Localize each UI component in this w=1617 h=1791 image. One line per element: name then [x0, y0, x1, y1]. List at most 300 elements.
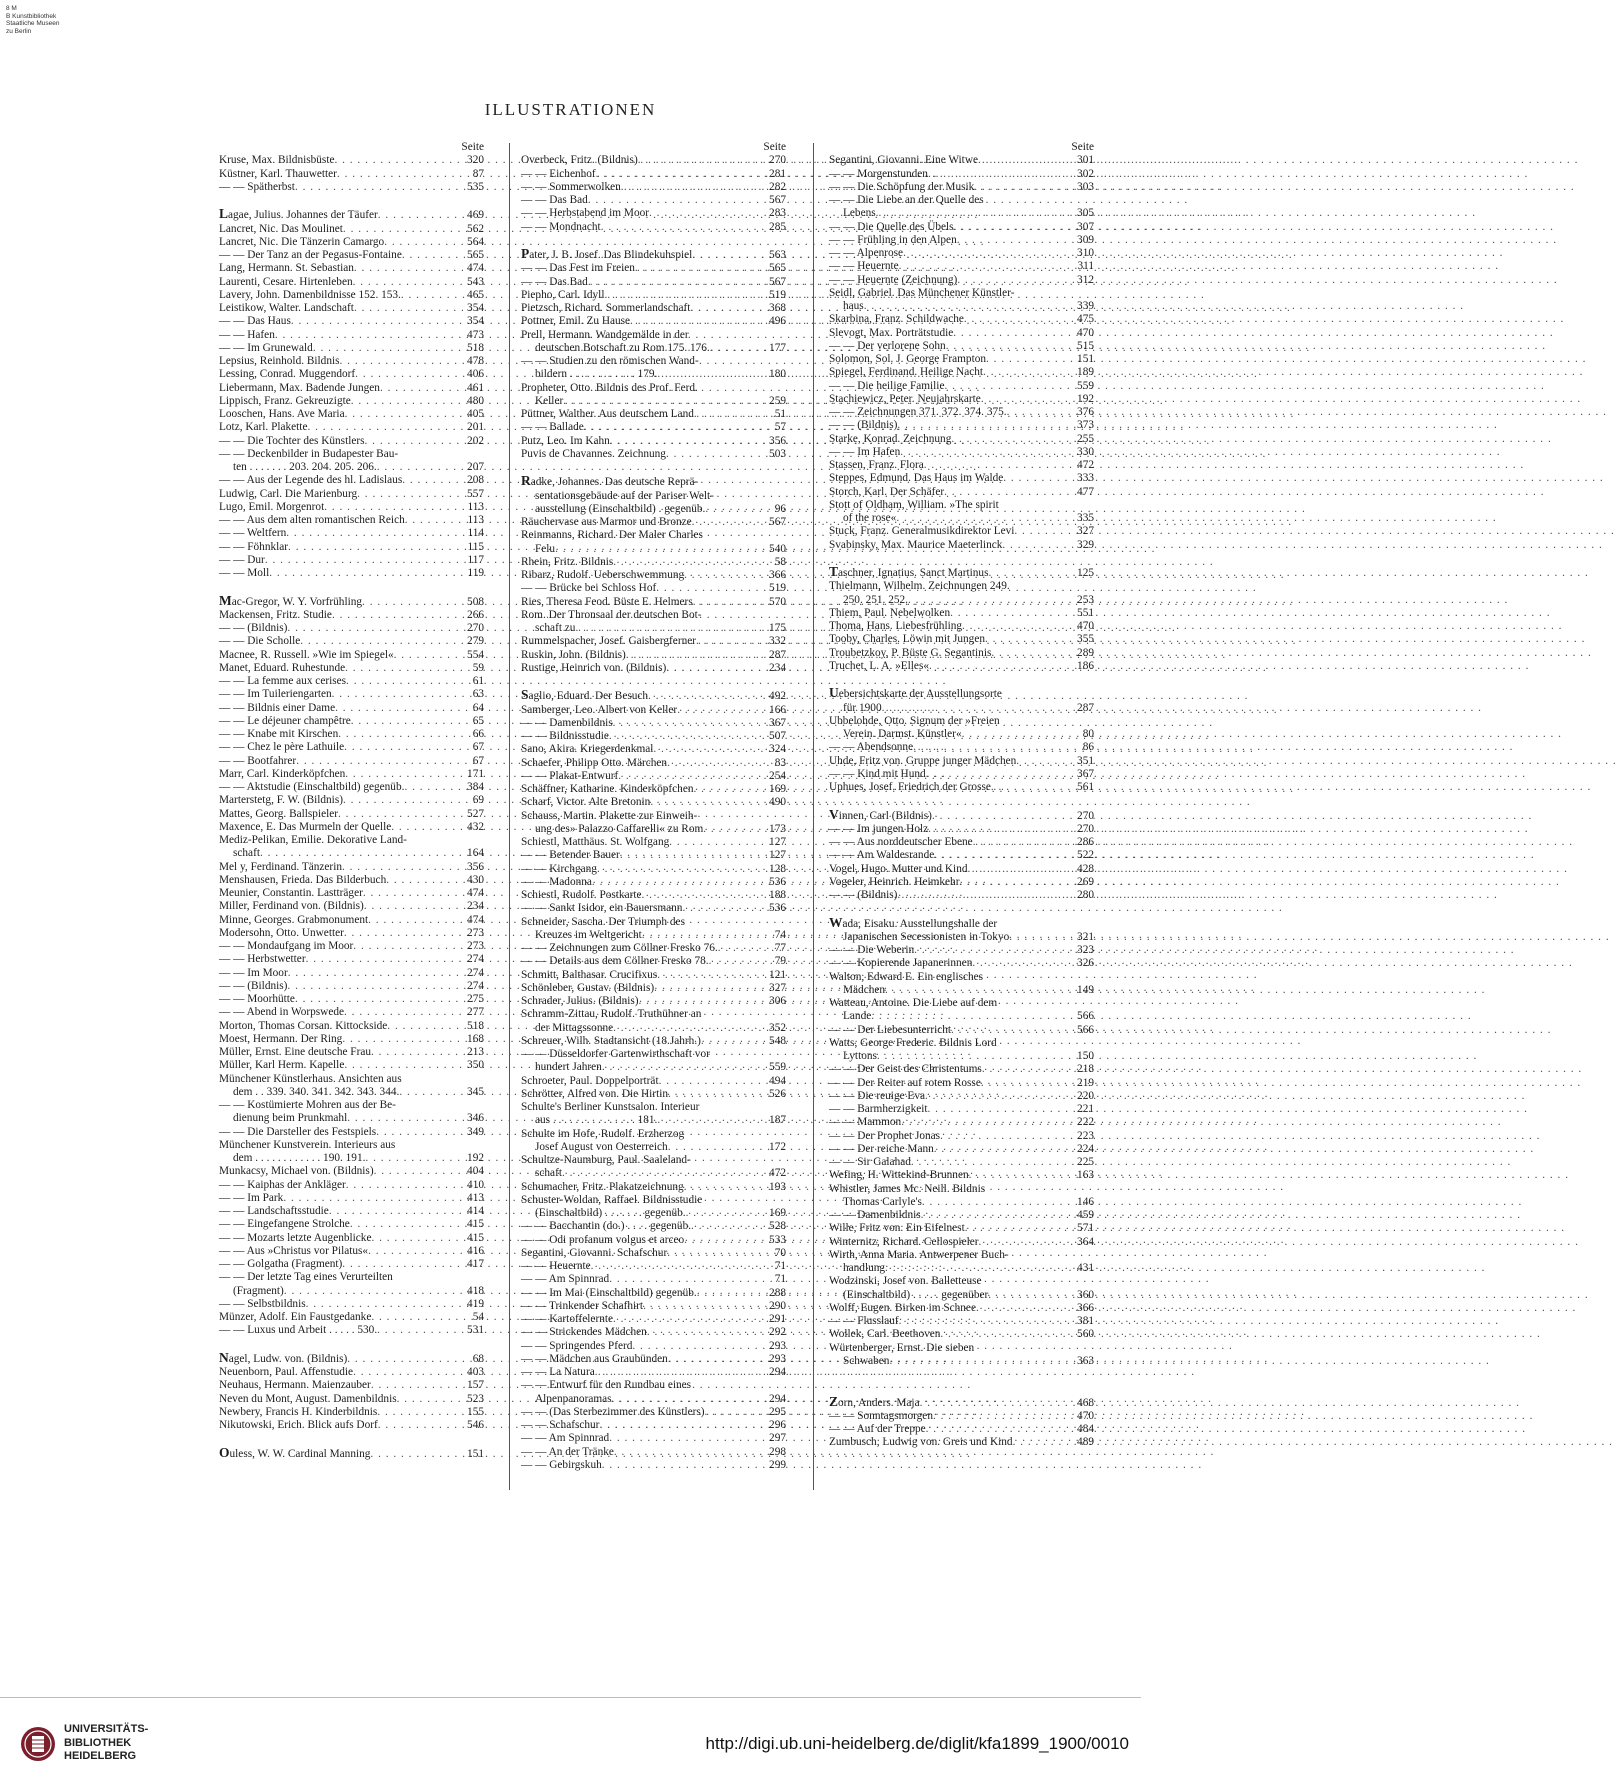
index-entry	[521, 704, 786, 717]
dot-leader	[657, 1114, 767, 1127]
dot-leader	[962, 728, 1081, 741]
entry-text: Uphues, Josef. Friedrich der Grosse	[829, 781, 991, 793]
entry-text: — — Am Waldesrande	[829, 849, 935, 862]
entry-text: Rhein, Fritz. Bildnis	[521, 555, 614, 568]
index-entry	[521, 635, 786, 648]
entry-text: Ludwig, Carl. Die Marienburg	[219, 487, 358, 500]
spacer	[219, 194, 484, 207]
page-number: 515	[1077, 339, 1094, 352]
page-number: 329	[1077, 538, 1094, 551]
index-entry	[219, 1393, 484, 1406]
page-number: 151	[467, 1447, 484, 1460]
page-number: 546	[467, 1419, 484, 1431]
entry-text: — — (Bildnis)	[219, 979, 288, 992]
page-number: 294	[769, 1366, 786, 1378]
index-entry	[521, 902, 786, 915]
dot-leader	[602, 1061, 767, 1074]
dot-leader	[657, 368, 767, 381]
index-entry	[219, 408, 484, 421]
entry-text: — — Damenbildnis	[829, 1209, 921, 1221]
page-number: 79	[774, 955, 786, 968]
dot-leader	[669, 836, 767, 849]
page-number: 172	[769, 1140, 786, 1153]
dot-leader	[609, 1432, 767, 1445]
entry-text: Miller, Ferdinand von. (Bildnis)	[219, 900, 364, 913]
index-entry	[829, 1024, 1094, 1037]
index-entry	[521, 569, 786, 582]
entry-text: Starke, Konrad. Zeichnung	[829, 432, 952, 445]
entry-text: Skarbina, Franz. Schildwache	[829, 313, 964, 326]
dot-leader	[690, 302, 767, 315]
dot-leader	[621, 181, 767, 194]
page-number: 354	[467, 315, 484, 328]
index-entry	[521, 503, 786, 516]
dot-leader	[968, 863, 1076, 876]
index-entry	[219, 435, 484, 448]
index-entry	[219, 382, 484, 395]
page-number: 540	[769, 542, 786, 555]
dot-leader	[363, 887, 465, 900]
entry-text: (Einschaltbild) . . . . . gegenüber	[843, 1288, 989, 1301]
index-entry	[829, 768, 1094, 781]
dot-leader	[601, 221, 767, 234]
entry-text: Mackensen, Fritz. Studie	[219, 608, 332, 621]
entry-text: Munkacsy, Michael von. (Bildnis)	[219, 1165, 374, 1178]
index-entry	[219, 794, 484, 807]
dot-leader	[951, 1024, 1075, 1037]
entry-text: — — Mondaufgang im Moor	[219, 940, 354, 952]
entry-text: — — Kirchgang	[521, 862, 597, 875]
page-number: 222	[1077, 1116, 1094, 1129]
dot-leader	[697, 1287, 767, 1300]
index-entry: — — Deckenbilder in Budapester Bau-	[219, 447, 399, 460]
page-number: 298	[769, 1445, 786, 1458]
index-entry: Münchener Kunstverein. Interieurs aus	[219, 1138, 396, 1151]
page-number: 157	[467, 1379, 484, 1392]
index-entry	[219, 1006, 484, 1019]
stamp-line: 8 M	[6, 5, 17, 12]
dot-leader	[591, 1260, 773, 1273]
index-entry	[829, 660, 1094, 673]
dot-leader	[988, 567, 1075, 580]
entry-text: — — Der Tanz an der Pegasus-Fontaine	[219, 249, 402, 261]
dot-leader	[921, 1209, 1075, 1222]
index-entry	[521, 516, 786, 529]
spacer	[521, 234, 786, 247]
index-entry	[521, 688, 786, 703]
entry-text: — — Mondnacht	[521, 220, 601, 233]
entry-text: Neuhaus, Hermann. Maienzauber	[219, 1379, 371, 1392]
entry-text: Marr, Carl. Kinderköpfchen	[219, 767, 346, 780]
dot-leader	[344, 927, 465, 940]
page-number: 562	[467, 222, 484, 235]
entry-text: — — Kind mit Hund	[829, 767, 926, 780]
index-entry	[521, 929, 786, 942]
dot-leader	[377, 1406, 465, 1419]
dot-leader	[630, 315, 767, 328]
dot-leader	[982, 1063, 1075, 1076]
entry-text: — — Auf der Treppe	[829, 1423, 926, 1435]
entry-text: Schäffner, Katharine. Kinderköpfchen	[521, 783, 694, 795]
dot-leader	[951, 433, 1075, 446]
dot-leader	[296, 755, 471, 768]
page-number: 522	[1077, 849, 1094, 862]
dot-leader	[659, 1075, 767, 1088]
index-entry	[829, 221, 1094, 234]
index-entry	[521, 942, 786, 955]
entry-text: Segantini, Giovanni. Eine Witwe	[829, 154, 978, 167]
page-number: 523	[467, 1392, 484, 1405]
dot-leader	[306, 953, 465, 966]
entry-text: Liebermann, Max. Badende Jungen	[219, 381, 380, 394]
dot-leader	[877, 1050, 1075, 1063]
dot-leader	[934, 1143, 1075, 1156]
entry-text: — — Die Quelle des Übels	[829, 220, 954, 233]
entry-text: Lyttons	[843, 1050, 877, 1062]
dot-leader	[940, 1130, 1075, 1143]
entry-text: — — Bildnisstudie	[521, 730, 609, 742]
page-number: 274	[467, 979, 484, 992]
page-number: 207	[467, 461, 484, 473]
dot-leader	[340, 355, 466, 368]
index-entry	[521, 543, 786, 556]
entry-text: Keller	[535, 394, 564, 407]
entry-text: Putz, Leo. Im Kahn	[521, 434, 610, 447]
index-entry	[829, 836, 1094, 849]
entry-text: Müller, Karl Herm. Kapelle	[219, 1059, 345, 1072]
page-number: 531	[467, 1324, 484, 1337]
page-number: 565	[467, 249, 484, 261]
index-entry: — — Entwurf für den Rundbau eines	[521, 1379, 692, 1392]
page-number: 507	[769, 730, 786, 742]
index-entry	[829, 433, 1094, 446]
dot-leader	[657, 969, 767, 982]
index-entry	[829, 1196, 1094, 1209]
dot-leader	[391, 821, 465, 834]
page-number: 356	[769, 434, 786, 447]
index-entry	[829, 781, 1094, 794]
entry-text: schaft	[535, 1167, 562, 1180]
dot-leader	[345, 408, 465, 421]
index-entry	[521, 796, 786, 809]
page-number: 363	[1077, 1354, 1094, 1367]
entry-text: — — Im Mai (Einschaltbild) gegenüb.	[521, 1286, 697, 1299]
entry-text: Kruse, Max. Bildnisbüste	[219, 154, 335, 167]
entry-text: Räuchervase aus Marmor und Bronze	[521, 516, 692, 528]
dot-leader	[342, 861, 465, 874]
permalink-url[interactable]: http://digi.ub.uni-heidelberg.de/diglit/kfa1899_1900/0010	[705, 1734, 1129, 1753]
dot-leader	[932, 810, 1075, 823]
index-entry	[521, 1088, 786, 1101]
page-number: 186	[1077, 659, 1094, 672]
index-entry	[829, 957, 1094, 970]
entry-text: — — Sir Galahad	[829, 1156, 911, 1168]
index-entry	[521, 435, 786, 448]
page-number: 324	[769, 743, 786, 756]
index-entry	[521, 395, 786, 408]
entry-text: — — Golgatha (Fragment)	[219, 1258, 343, 1270]
dot-leader	[260, 847, 465, 860]
index-entry	[219, 1179, 484, 1192]
dot-leader	[682, 902, 767, 915]
dot-leader	[405, 514, 466, 527]
entry-text: Püttner, Walther. Aus deutschem Land	[521, 408, 694, 420]
page-number: 345	[467, 1085, 484, 1098]
dot-leader	[344, 741, 471, 754]
page-number: 536	[769, 902, 786, 915]
dot-leader	[610, 435, 767, 448]
index-entry	[829, 849, 1094, 862]
entry-text: Solomon, Sol. J. George Frampton	[829, 353, 987, 365]
page-number: 526	[769, 1087, 786, 1100]
dot-leader	[642, 889, 768, 902]
index-entry	[521, 154, 786, 167]
index-entry	[829, 741, 1094, 754]
dot-leader	[901, 1116, 1075, 1129]
entry-text: — — La Natura	[521, 1366, 595, 1378]
page-number: 259	[769, 394, 786, 407]
entry-text: — — Zeichnungen 371. 372. 374. 375.	[829, 406, 1007, 418]
dot-leader	[563, 395, 767, 408]
dot-leader	[287, 622, 465, 635]
dot-leader	[370, 1448, 465, 1461]
page-number: 117	[467, 553, 484, 566]
entry-text: hundert Jahren	[535, 1061, 602, 1074]
dot-leader	[595, 1366, 767, 1379]
dot-leader	[896, 512, 1075, 525]
page-number: 430	[467, 873, 484, 886]
index-entry	[219, 315, 484, 328]
entry-text: — — Aus »Christus vor Pilatus«	[219, 1244, 369, 1257]
index-entry	[521, 823, 786, 836]
page-number: 559	[1077, 379, 1094, 392]
page-number: 559	[769, 1061, 786, 1074]
index-entry	[219, 514, 484, 527]
page-number: 297	[769, 1432, 786, 1445]
entry-text: Schumacher, Fritz. Plakatzeichnung	[521, 1180, 684, 1193]
page-number: 127	[769, 836, 786, 848]
page-number: 119	[467, 567, 484, 579]
dot-leader	[288, 541, 465, 554]
index-entry	[829, 181, 1094, 194]
page-number: 567	[769, 275, 786, 288]
page-number: 349	[467, 1125, 484, 1138]
index-entry	[219, 168, 484, 181]
page-number: 80	[1082, 728, 1094, 740]
page-number: 494	[769, 1074, 786, 1087]
index-entry	[521, 1326, 786, 1339]
dot-leader	[988, 1289, 1075, 1302]
entry-text: deutschen Botschaft zu Rom 175. 176.	[535, 341, 710, 354]
dot-leader	[684, 1234, 767, 1247]
index-entry	[829, 459, 1094, 472]
entry-text: — — Dur	[219, 553, 265, 566]
dot-leader	[1016, 755, 1075, 768]
dot-leader	[981, 393, 1075, 406]
dot-leader	[618, 770, 767, 783]
entry-text: — — Der Reiter auf rotem Rosse	[829, 1076, 981, 1089]
index-entry	[829, 889, 1094, 902]
dot-leader	[964, 313, 1075, 326]
index-entry	[829, 823, 1094, 836]
dot-leader	[626, 649, 767, 662]
entry-text: — — Der reiche Mann	[829, 1142, 934, 1155]
index-entry: Propheter, Otto. Bildnis des Prof. Ferd.	[521, 381, 698, 394]
entry-text: Vogeler, Heinrich. Heimkehr	[829, 875, 960, 888]
index-entry	[521, 315, 786, 328]
entry-text: Menshausen, Frieda. Das Bilderbuch	[219, 873, 387, 886]
page-number: 469	[467, 209, 484, 222]
page-number: 115	[467, 540, 484, 553]
entry-text: — — Im Grunewald	[219, 341, 313, 354]
index-entry	[829, 1355, 1094, 1368]
page-number: 307	[1077, 220, 1094, 233]
dot-leader	[362, 596, 465, 609]
dot-leader	[313, 342, 465, 355]
index-entry	[521, 421, 786, 434]
dot-leader	[584, 421, 773, 434]
index-entry	[219, 355, 484, 368]
index-entry	[521, 1446, 786, 1459]
dot-leader	[954, 221, 1075, 234]
index-entry	[219, 635, 484, 648]
dot-leader	[275, 329, 465, 342]
page-number: 330	[1077, 445, 1094, 458]
page-number: 96	[774, 502, 786, 515]
page-number: 496	[769, 315, 786, 328]
index-entry	[521, 582, 786, 595]
entry-text: — — Moll	[219, 567, 270, 579]
page-number: 470	[1077, 620, 1094, 632]
index-entry	[829, 984, 1094, 997]
page-number: 474	[467, 262, 484, 275]
page-number: 327	[769, 981, 786, 994]
dot-leader	[307, 421, 465, 434]
index-entry	[521, 556, 786, 569]
index-entry	[219, 1020, 484, 1033]
index-entry	[829, 168, 1094, 181]
index-entry	[219, 741, 484, 754]
index-entry	[829, 1130, 1094, 1143]
entry-text: Troubetzkoy, P. Büste G. Segantinis	[829, 646, 992, 659]
entry-text: — — Eingefangene Strolche	[219, 1218, 350, 1231]
index-entry	[829, 366, 1094, 379]
page-number: 68	[472, 1352, 484, 1365]
dot-leader	[300, 635, 465, 648]
dot-leader	[371, 1232, 465, 1245]
index-entry	[521, 1114, 786, 1127]
dot-leader	[928, 1103, 1076, 1116]
entry-text: Felu	[535, 542, 556, 555]
page-number: 287	[1077, 701, 1094, 714]
dot-leader	[973, 836, 1075, 849]
dot-leader	[374, 1165, 465, 1178]
index-entry	[219, 1379, 484, 1392]
dot-leader	[588, 194, 767, 207]
dot-leader	[291, 315, 465, 328]
dot-leader	[613, 717, 767, 730]
dot-leader	[347, 1112, 465, 1125]
entry-text: Schwaben	[843, 1354, 890, 1367]
index-entry	[219, 1086, 484, 1099]
entry-text: — — Herbstwetter	[219, 953, 306, 966]
entry-text: Mac-Gregor, W. Y. Vorfrühling	[219, 592, 363, 608]
entry-text: — — Der Geist des Christentums	[829, 1063, 982, 1076]
entry-text: Lancret, Nic. Die Tänzerin Camargo	[219, 235, 385, 248]
index-entry	[829, 1077, 1094, 1090]
page-number: 478	[467, 355, 484, 367]
page-number: 554	[467, 648, 484, 661]
page-number: 114	[467, 527, 484, 540]
dot-leader	[701, 1035, 767, 1048]
dot-leader	[925, 1090, 1075, 1103]
page-number: 281	[769, 167, 786, 180]
index-entry	[829, 607, 1094, 620]
index-entry	[219, 1033, 484, 1046]
entry-text: Puvis de Chavannes. Zeichnung	[521, 447, 666, 460]
index-entry: Würtenberger, Ernst. Die sieben	[829, 1341, 975, 1354]
entry-text: Slevogt, Max. Porträtstudie	[829, 326, 954, 339]
index-entry	[219, 755, 484, 768]
page-number: 508	[467, 595, 484, 608]
page-number: 285	[769, 220, 786, 233]
footer-bar	[0, 1697, 1141, 1791]
entry-text: — — Die Schöpfung der Musik	[829, 180, 975, 193]
entry-text: — — Die Weberin	[829, 944, 915, 956]
page-number: 169	[769, 1207, 786, 1219]
entry-text: — — (Bildnis)	[829, 419, 898, 432]
index-entry	[219, 914, 484, 927]
entry-text: — — Trinkender Schafhirt	[521, 1299, 644, 1312]
entry-text: — — Eichenhof	[521, 167, 596, 180]
index-entry	[219, 1192, 484, 1205]
dot-leader	[656, 582, 767, 595]
index-entry	[219, 276, 484, 289]
dot-leader	[668, 1141, 767, 1154]
page-number: 234	[769, 661, 786, 674]
entry-text: — — Das Fest im Freien	[521, 262, 635, 275]
index-entry	[219, 181, 484, 194]
index-entry	[521, 262, 786, 275]
page-number: 310	[1077, 247, 1094, 259]
page-number: 565	[769, 262, 786, 275]
index-entry	[829, 863, 1094, 876]
page-number: 146	[1077, 1195, 1094, 1208]
entry-text: Neven du Mont, August. Damenbildnis	[219, 1392, 397, 1405]
dot-leader	[668, 1088, 767, 1101]
entry-text: Mädchen	[843, 983, 886, 996]
page-number: 180	[769, 368, 786, 381]
index-entry	[219, 249, 484, 262]
entry-text: — — Aus norddeutscher Ebene	[829, 836, 973, 848]
index-entry	[521, 1207, 786, 1220]
index-entry	[521, 717, 786, 730]
entry-text: Looschen, Hans. Ave Maria	[219, 408, 345, 420]
page-number: 291	[769, 1313, 786, 1325]
spacer	[829, 1368, 1094, 1381]
index-entry	[829, 755, 1094, 768]
index-entry	[521, 302, 786, 315]
index-column-1	[219, 141, 484, 1461]
page-number: 286	[1077, 836, 1094, 848]
index-entry	[521, 649, 786, 662]
index-entry	[521, 207, 786, 220]
stamp-line: zu Berlin	[6, 27, 32, 35]
page-number: 321	[1077, 930, 1094, 943]
dot-leader	[347, 1353, 470, 1366]
dot-leader	[353, 1366, 465, 1379]
page-number: 213	[467, 1046, 484, 1058]
